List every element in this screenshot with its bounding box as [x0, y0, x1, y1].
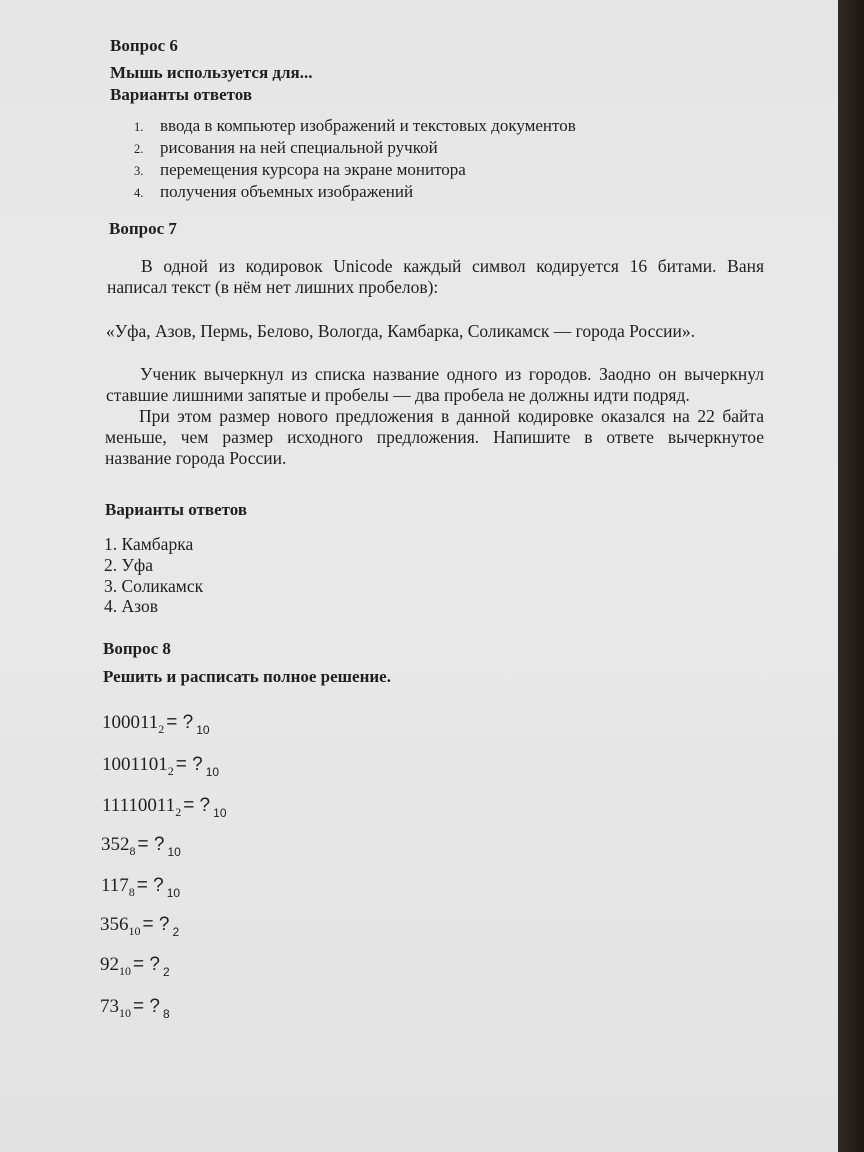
q8-equation-1 — [102, 712, 210, 737]
eq-5-number: 117 — [101, 875, 129, 896]
q6-option-4 — [134, 182, 413, 202]
eq-5-sign: = ? — [136, 875, 164, 896]
q7-answers-heading: Варианты ответов — [105, 500, 247, 519]
q8-equation-2 — [102, 754, 219, 779]
q7-option-4: 4. Азов — [104, 596, 158, 616]
q8-equation-4 — [101, 834, 181, 859]
eq-2-from-base: 2 — [167, 764, 174, 778]
eq-6-from-base: 10 — [128, 924, 141, 938]
eq-6-to-base: 2 — [172, 925, 180, 939]
q6-option-2-number: 2. — [134, 142, 144, 156]
eq-4-to-base: 10 — [167, 845, 181, 859]
eq-3-to-base: 10 — [213, 806, 227, 820]
q7-title: Вопрос 7 — [109, 219, 177, 238]
eq-6-sign: = ? — [142, 914, 170, 935]
eq-3-from-base: 2 — [175, 805, 182, 819]
q8-instruction: Решить и расписать полное решение. — [103, 667, 391, 686]
q7-paragraph-1 — [107, 256, 764, 298]
eq-3-sign: = ? — [183, 795, 211, 816]
eq-8-from-base: 10 — [119, 1006, 131, 1020]
eq-7-to-base: 2 — [162, 965, 170, 979]
q7-p3-line-3: название города России. — [105, 448, 287, 468]
eq-2-number: 1001101 — [102, 754, 168, 775]
eq-6-number: 356 — [100, 914, 129, 935]
q7-p3-line-2: меньше, чем размер исходного предложения. Напишите в ответе вычеркнутое — [105, 427, 764, 447]
eq-4-number: 352 — [101, 834, 130, 855]
q7-p3-line-1: При этом размер нового предложения в данной кодировке оказался на 22 байта — [139, 406, 764, 426]
q7-quote: «Уфа, Азов, Пермь, Белово, Вологда, Камбарка, Соликамск — города России». — [106, 321, 696, 341]
q6-option-3 — [134, 160, 466, 180]
q7-option-2: 2. Уфа — [104, 555, 153, 575]
eq-4-from-base: 8 — [129, 844, 136, 858]
q7-p1-line-1: В одной из кодировок Unicode каждый символ кодируется 16 битами. Ваня — [141, 256, 764, 276]
q6-title: Вопрос 6 — [110, 36, 178, 55]
q6-option-4-number: 4. — [134, 186, 144, 200]
q6-prompt: Мышь используется для... — [110, 63, 313, 82]
eq-2-to-base: 10 — [205, 765, 220, 779]
q6-option-2-text: рисования на ней специальной ручкой — [160, 138, 438, 157]
eq-1-to-base: 10 — [196, 723, 210, 737]
eq-4-sign: = ? — [137, 834, 165, 855]
eq-7-sign: = ? — [133, 954, 160, 975]
q7-option-3: 3. Соликамск — [104, 576, 204, 596]
q6-option-2 — [134, 138, 438, 158]
q8-equation-8 — [100, 996, 170, 1021]
q6-option-3-text: перемещения курсора на экране монитора — [160, 160, 466, 179]
q8-title: Вопрос 8 — [103, 639, 171, 658]
q8-equation-5 — [101, 875, 180, 900]
eq-1-sign: = ? — [166, 712, 194, 733]
q7-p2-line-1: Ученик вычеркнул из списка название одного из городов. Заодно он вычеркнул — [140, 364, 764, 384]
eq-2-sign: = ? — [175, 754, 203, 775]
eq-3-number: 11110011 — [102, 795, 176, 816]
q6-option-4-text: получения объемных изображений — [160, 182, 414, 201]
q7-p1-line-2: написал текст (в нём нет лишних пробелов): — [107, 277, 439, 297]
q8-equation-7 — [100, 954, 170, 979]
q6-answers-heading: Варианты ответов — [110, 85, 252, 104]
eq-5-to-base: 10 — [166, 886, 181, 900]
q6-option-1 — [134, 116, 576, 136]
eq-8-sign: = ? — [133, 996, 160, 1017]
q6-option-1-number: 1. — [134, 120, 144, 134]
q7-p2-line-2: ставшие лишними запятые и пробелы — два пробела не должны идти подряд. — [106, 385, 690, 405]
eq-8-number: 73 — [100, 996, 119, 1017]
eq-8-to-base: 8 — [162, 1007, 170, 1021]
eq-1-from-base: 2 — [158, 722, 165, 736]
q6-option-1-text: ввода в компьютер изображений и текстовых документов — [160, 116, 576, 135]
q8-equation-6 — [100, 914, 179, 939]
q8-equation-3 — [102, 795, 227, 820]
q6-option-3-number: 3. — [134, 164, 144, 178]
q7-paragraph-3 — [105, 406, 764, 469]
eq-1-number: 100011 — [102, 712, 159, 733]
eq-7-number: 92 — [100, 954, 119, 975]
q7-paragraph-2 — [106, 364, 764, 406]
eq-7-from-base: 10 — [119, 964, 131, 978]
eq-5-from-base: 8 — [128, 885, 135, 899]
q7-option-1: 1. Камбарка — [104, 534, 194, 554]
